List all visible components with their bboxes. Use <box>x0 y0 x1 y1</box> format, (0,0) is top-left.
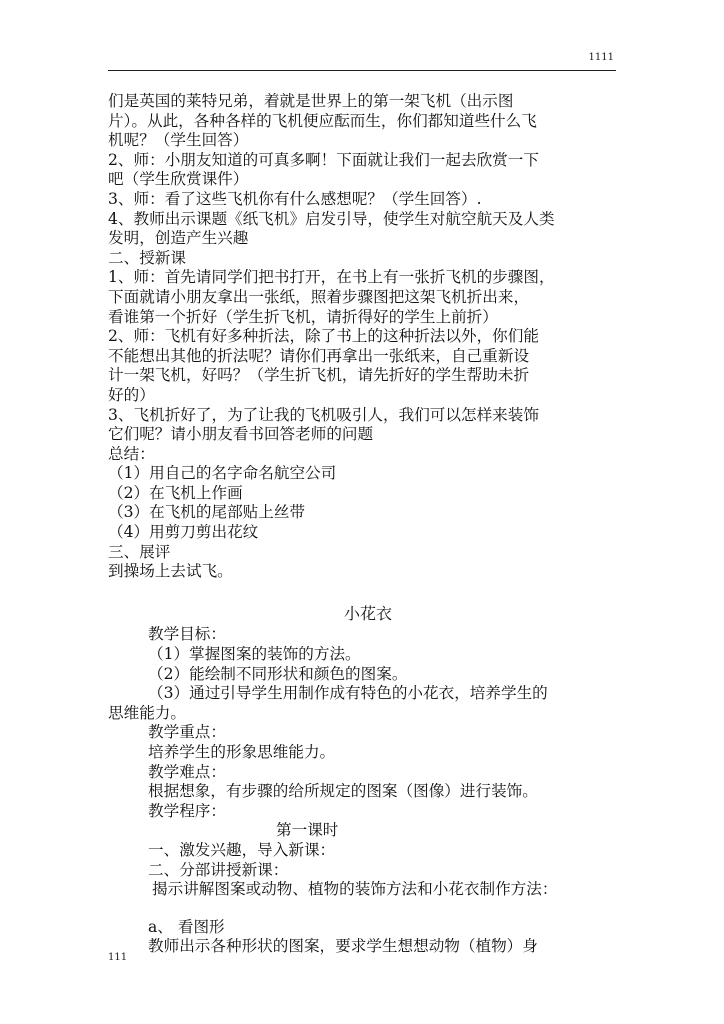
text-line: 下面就请小朋友拿出一张纸，照着步骤图把这架飞机折出来， <box>108 287 530 306</box>
text-line: 不能想出其他的折法呢？请你们再拿出一张纸来，自己重新设 <box>108 346 530 365</box>
sub-step-text: 教师出示各种形状的图案，要求学生想想动物（植物）身 <box>148 937 538 956</box>
text-line: 4、教师出示课题《纸飞机》启发引导，使学生对航空航天及人类 <box>108 209 555 228</box>
goal-item: （3）通过引导学生用制作成有特色的小花衣，培养学生的 <box>148 684 548 703</box>
text-line: 三、展评 <box>108 542 171 561</box>
text-line: 总结： <box>108 444 155 463</box>
text-line: （4）用剪刀剪出花纹 <box>108 523 259 542</box>
text-line: 3、飞机折好了，为了让我的飞机吸引人，我们可以怎样来装饰 <box>108 405 539 424</box>
text-line: 2、师：小朋友知道的可真多啊！下面就让我们一起去欣赏一下 <box>108 150 539 169</box>
lesson-title: 第一课时 <box>276 821 339 840</box>
blank-line <box>108 900 628 918</box>
text-line: 1、师：首先请同学们把书打开，在书上有一张折飞机的步骤图， <box>108 268 555 287</box>
text-line: 计一架飞机，好吗？（学生折飞机，请先折好的学生帮助未折 <box>108 366 530 385</box>
text-line: 到操场上去试飞。 <box>108 562 233 581</box>
text-line: 好的） <box>108 385 155 404</box>
text-line: 吧（学生欣赏课件） <box>108 170 249 189</box>
footer-page-number: 111 <box>108 952 128 963</box>
header-rule <box>108 70 616 71</box>
step-item: 二、分部讲授新课： <box>148 860 289 879</box>
key-heading: 教学重点： <box>148 723 226 742</box>
text-line: 它们呢？请小朋友看书回答老师的问题 <box>108 425 374 444</box>
text-line: 机呢？（学生回答） <box>108 131 249 150</box>
sub-step: a、 看图形 <box>148 917 225 936</box>
goals-heading: 教学目标： <box>148 625 226 644</box>
text-line: 2、师：飞机有好多种折法，除了书上的这种折法以外，你们能 <box>108 327 539 346</box>
procedure-heading: 教学程序： <box>148 801 226 820</box>
text-line: （2）在飞机上作画 <box>108 483 243 502</box>
header-page-number: 1111 <box>588 52 614 63</box>
goal-item-continued: 思维能力。 <box>108 703 186 722</box>
text-line: 看谁第一个折好（学生折飞机，请折得好的学生上前折） <box>108 307 498 326</box>
step-text: 揭示讲解图案或动物、植物的装饰方法和小花衣制作方法： <box>152 880 558 899</box>
text-line: （3）在飞机的尾部贴上丝带 <box>108 503 306 522</box>
step-item: 一、激发兴趣，导入新课： <box>148 840 336 859</box>
text-line: 们是英国的莱特兄弟，着就是世界上的第一架飞机（出示图 <box>108 92 514 110</box>
text-line: 发明，创造产生兴趣 <box>108 229 249 248</box>
goal-item: （2）能绘制不同形状和颜色的图案。 <box>148 664 408 683</box>
document-body <box>108 92 628 957</box>
text-line: 3、师：看了这些飞机你有什么感想呢？（学生回答）. <box>108 189 482 208</box>
difficulty-text: 根据想象，有步骤的给所规定的图案（图像）进行装饰。 <box>148 782 538 801</box>
key-text: 培养学生的形象思维能力。 <box>148 743 336 761</box>
text-line: （1）用自己的名字命名航空公司 <box>108 464 337 483</box>
section-title: 小花衣 <box>343 603 392 623</box>
difficulty-heading: 教学难点： <box>148 762 226 781</box>
text-line: 片）。从此，各种各样的飞机便应酝而生，你们都知道些什么飞 <box>108 111 537 130</box>
goal-item: （1）掌握图案的装饰的方法。 <box>148 645 361 664</box>
text-line: 二、授新课 <box>108 248 186 267</box>
